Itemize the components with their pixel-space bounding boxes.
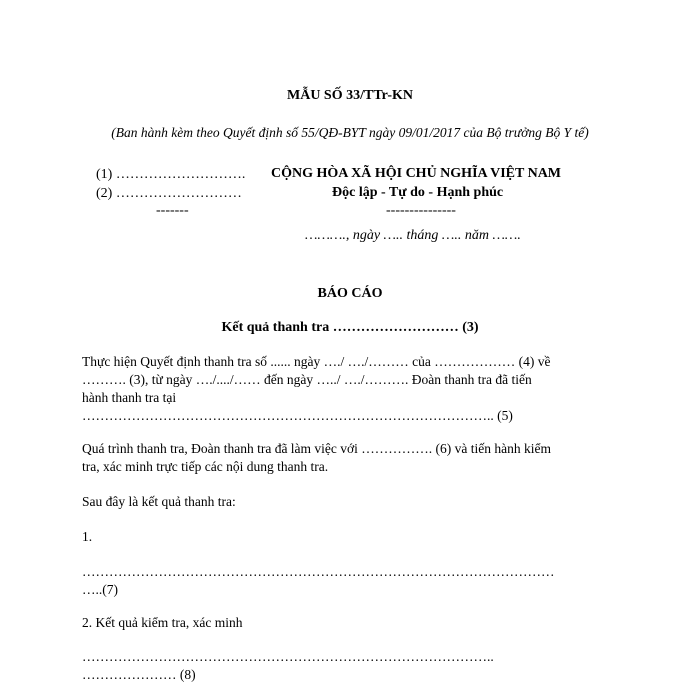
paragraph-2-line-1: Quá trình thanh tra, Đoàn thanh tra đã làm việc với ……………. (6) và tiến hành kiểm	[82, 441, 552, 456]
section-1-dots: ……………………………………………………………………………………………	[82, 564, 555, 579]
national-motto: Độc lập - Tự do - Hạnh phúc	[332, 185, 504, 200]
agency-line-1: (1) ……………………….	[96, 167, 246, 182]
paragraph-2-line-2: tra, xác minh trực tiếp các nội dung thanh tra.	[82, 459, 329, 474]
national-title: CỘNG HÒA XÃ HỘI CHỦ NGHĨA VIỆT NAM	[271, 166, 562, 181]
report-title: BÁO CÁO	[317, 286, 383, 301]
paragraph-1-line-2: ………. (3), từ ngày …./..../…… đến ngày …../ …./………. Đoàn thanh tra đã tiến	[82, 372, 532, 387]
report-subtitle: Kết quả thanh tra ……………………… (3)	[221, 320, 479, 335]
agency-line-2: (2) ………………………	[96, 186, 242, 201]
paragraph-1-line-1: Thực hiện Quyết định thanh tra số ...... ngày …./ …./……… của ……………… (4) về	[82, 354, 551, 369]
paragraph-1-line-4: ……………………………………………………………………………….. (5)	[82, 408, 513, 423]
date-line: ………., ngày ….. tháng ….. năm …….	[305, 228, 521, 243]
paragraph-1-line-3: hành thanh tra tại	[82, 390, 177, 405]
motto-separator: ---------------	[386, 203, 456, 218]
section-1-number: 1.	[82, 529, 93, 544]
section-1-reference: …..(7)	[82, 582, 118, 597]
form-code: MẪU SỐ 33/TTr-KN	[287, 88, 413, 103]
section-2-heading: 2. Kết quả kiểm tra, xác minh	[82, 615, 243, 630]
agency-separator: -------	[156, 203, 189, 218]
section-2-dots: ………………………………………………………………………………..	[82, 649, 494, 664]
decree-note: (Ban hành kèm theo Quyết định số 55/QĐ-BYT ngày 09/01/2017 của Bộ trưởng Bộ Y tế)	[111, 125, 589, 140]
section-2-reference: ………………… (8)	[82, 667, 196, 682]
paragraph-3: Sau đây là kết quả thanh tra:	[82, 494, 236, 509]
